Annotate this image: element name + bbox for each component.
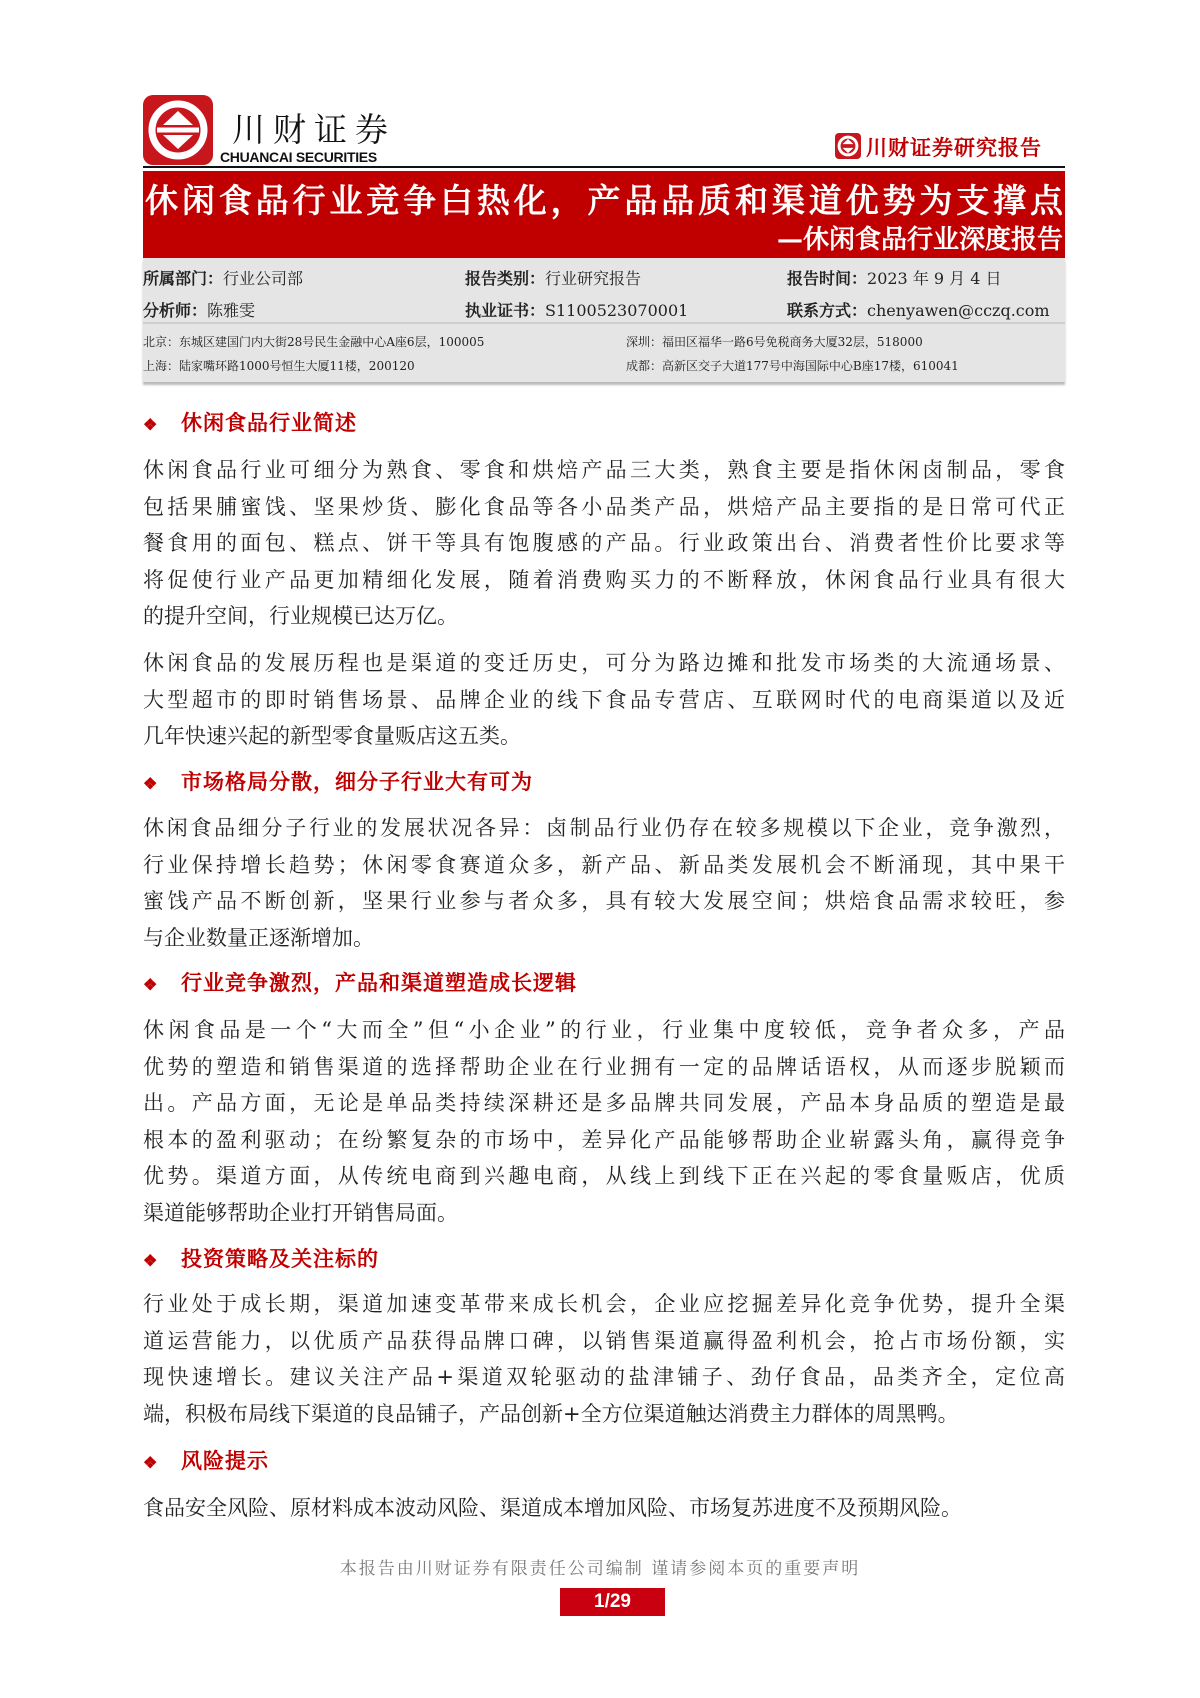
paragraph [143,645,1065,755]
dept-value: 行业公司部 [223,269,304,288]
section-heading [143,1446,269,1476]
paragraph-line: 休闲食品是一个“大而全”但“小企业”的行业，行业集中度较低，竞争者众多，产品 [143,1018,1065,1042]
section-heading-text: 休闲食品行业简述 [181,410,357,435]
section-heading [143,767,533,797]
section-heading [143,1244,379,1274]
paragraph-line: 根本的盈利驱动；在纷繁复杂的市场中，差异化产品能够帮助企业崭露头角，赢得竞争 [143,1127,1065,1152]
paragraph-line: 优势的塑造和销售渠道的选择帮助企业在行业拥有一定的品牌话语权，从而逐步脱颖而 [143,1054,1065,1079]
contact-field [787,298,1050,321]
diamond-bullet-icon: ❖ [143,415,158,434]
contact-email[interactable]: chenyawen@cczq.com [867,301,1050,320]
paragraph-line: 道运营能力，以优质产品获得品牌口碑，以销售渠道赢得盈利机会，抢占市场份额，实 [143,1328,1065,1353]
brand-name-en: CHUANCAI SECURITIES [220,149,377,165]
date-field [787,266,1002,289]
section-heading [143,968,577,998]
title-banner [143,171,1065,258]
section-heading [143,408,357,438]
info-divider [143,322,1065,324]
address-shanghai: 上海：陆家嘴环路1000号恒生大厦11楼，200120 [143,359,415,373]
paragraph-line: 行业处于成长期，渠道加速变革带来成长机会，企业应挖掘差异化竞争优势，提升全渠 [143,1292,1065,1316]
paragraph-line: 休闲食品行业可细分为熟食、零食和烘焙产品三大类，熟食主要是指休闲卤制品，零食 [143,458,1065,482]
address-beijing: 北京：东城区建国门内大街28号民生金融中心A座6层，100005 [143,335,485,349]
dept-field [143,266,303,289]
report-info-panel [143,258,1065,382]
date-label: 报告时间： [787,269,868,288]
paragraph [143,1490,1065,1527]
type-label: 报告类别： [465,269,546,288]
paragraph-line: 优势。渠道方面，从传统电商到兴趣电商，从线上到线下正在兴起的零食量贩店，优质 [143,1164,1065,1189]
report-logo-icon [835,133,861,159]
paragraph-line: 与企业数量正逐渐增加。 [143,925,374,950]
paragraph-line: 行业保持增长趋势；休闲零食赛道众多，新产品、新品类发展机会不断涌现，其中果干 [143,852,1065,877]
page-number: 1/29 [560,1588,665,1616]
chuancai-logo-icon [143,95,213,165]
cert-field [465,298,688,321]
date-value: 2023 年 9 月 4 日 [867,269,1002,288]
paragraph [143,452,1065,635]
diamond-bullet-icon: ❖ [143,1251,158,1270]
footer-disclaimer: 本报告由川财证券有限责任公司编制 谨请参阅本页的重要声明 [339,1559,861,1579]
cert-value: S1100523070001 [545,301,689,320]
paragraph-line: 端，积极布局线下渠道的良品铺子，产品创新+全方位渠道触达消费主力群体的周黑鸭。 [143,1401,959,1426]
paragraph-line: 食品安全风险、原材料成本波动风险、渠道成本增加风险、市场复苏进度不及预期风险。 [143,1496,962,1520]
contact-label: 联系方式： [787,301,868,320]
diamond-bullet-icon: ❖ [143,774,158,793]
section-heading-text: 行业竞争激烈，产品和渠道塑造成长逻辑 [181,970,577,995]
paragraph-line: 包括果脯蜜饯、坚果炒货、膨化食品等各小品类产品，烘焙产品主要指的是日常可代正 [143,494,1065,519]
paragraph-line: 的提升空间，行业规模已达万亿。 [143,604,458,629]
report-brand-title: 川财证券研究报告 [866,135,1042,160]
paragraph-line: 将促使行业产品更加精细化发展，随着消费购买力的不断释放，休闲食品行业具有很大 [143,567,1065,592]
section-heading-text: 投资策略及关注标的 [181,1246,379,1271]
cert-label: 执业证书： [465,301,546,320]
analyst-label: 分析师： [143,301,208,320]
paragraph-line: 休闲食品的发展历程也是渠道的变迁历史，可分为路边摊和批发市场类的大流通场景、 [143,651,1065,675]
type-value: 行业研究报告 [545,269,642,288]
brand-name-cn: 川财证券 [232,110,396,149]
paragraph-line: 几年快速兴起的新型零食量贩店这五类。 [143,724,521,749]
analyst-value: 陈雅雯 [207,301,256,320]
diamond-bullet-icon: ❖ [143,1453,158,1472]
dept-label: 所属部门： [143,269,224,288]
address-shenzhen: 深圳：福田区福华一路6号免税商务大厦32层，518000 [626,335,923,349]
section-heading-text: 市场格局分散，细分子行业大有可为 [181,769,533,794]
diamond-bullet-icon: ❖ [143,975,158,994]
paragraph-line: 出。产品方面，无论是单品类持续深耕还是多品牌共同发展，产品本身品质的塑造是最 [143,1091,1065,1116]
address-chengdu: 成都：高新区交子大道177号中海国际中心B座17楼，610041 [626,359,959,373]
paragraph-line: 休闲食品细分子行业的发展状况各异：卤制品行业仍存在较多规模以下企业，竞争激烈， [143,816,1065,840]
paragraph-line: 蜜饯产品不断创新，坚果行业参与者众多，具有较大发展空间；烘焙食品需求较旺，参 [143,889,1065,914]
paragraph [143,810,1065,956]
paragraph-line: 现快速增长。建议关注产品+渠道双轮驱动的盐津铺子、劲仔食品，品类齐全，定位高 [143,1365,1065,1390]
report-title: 休闲食品行业竞争白热化，产品品质和渠道优势为支撑点 [145,181,1063,220]
paragraph-line: 渠道能够帮助企业打开销售局面。 [143,1200,458,1225]
paragraph [143,1012,1065,1232]
header-divider [143,166,1065,168]
paragraph-line: 餐食用的面包、糕点、饼干等具有饱腹感的产品。行业政策出台、消费者性价比要求等 [143,531,1065,556]
section-heading-text: 风险提示 [181,1448,269,1473]
type-field [465,266,641,289]
paragraph [143,1286,1065,1432]
paragraph-line: 大型超市的即时销售场景、品牌企业的线下食品专营店、互联网时代的电商渠道以及近 [143,687,1065,712]
report-subtitle: —休闲食品行业深度报告 [776,225,1063,255]
analyst-field [143,298,255,321]
